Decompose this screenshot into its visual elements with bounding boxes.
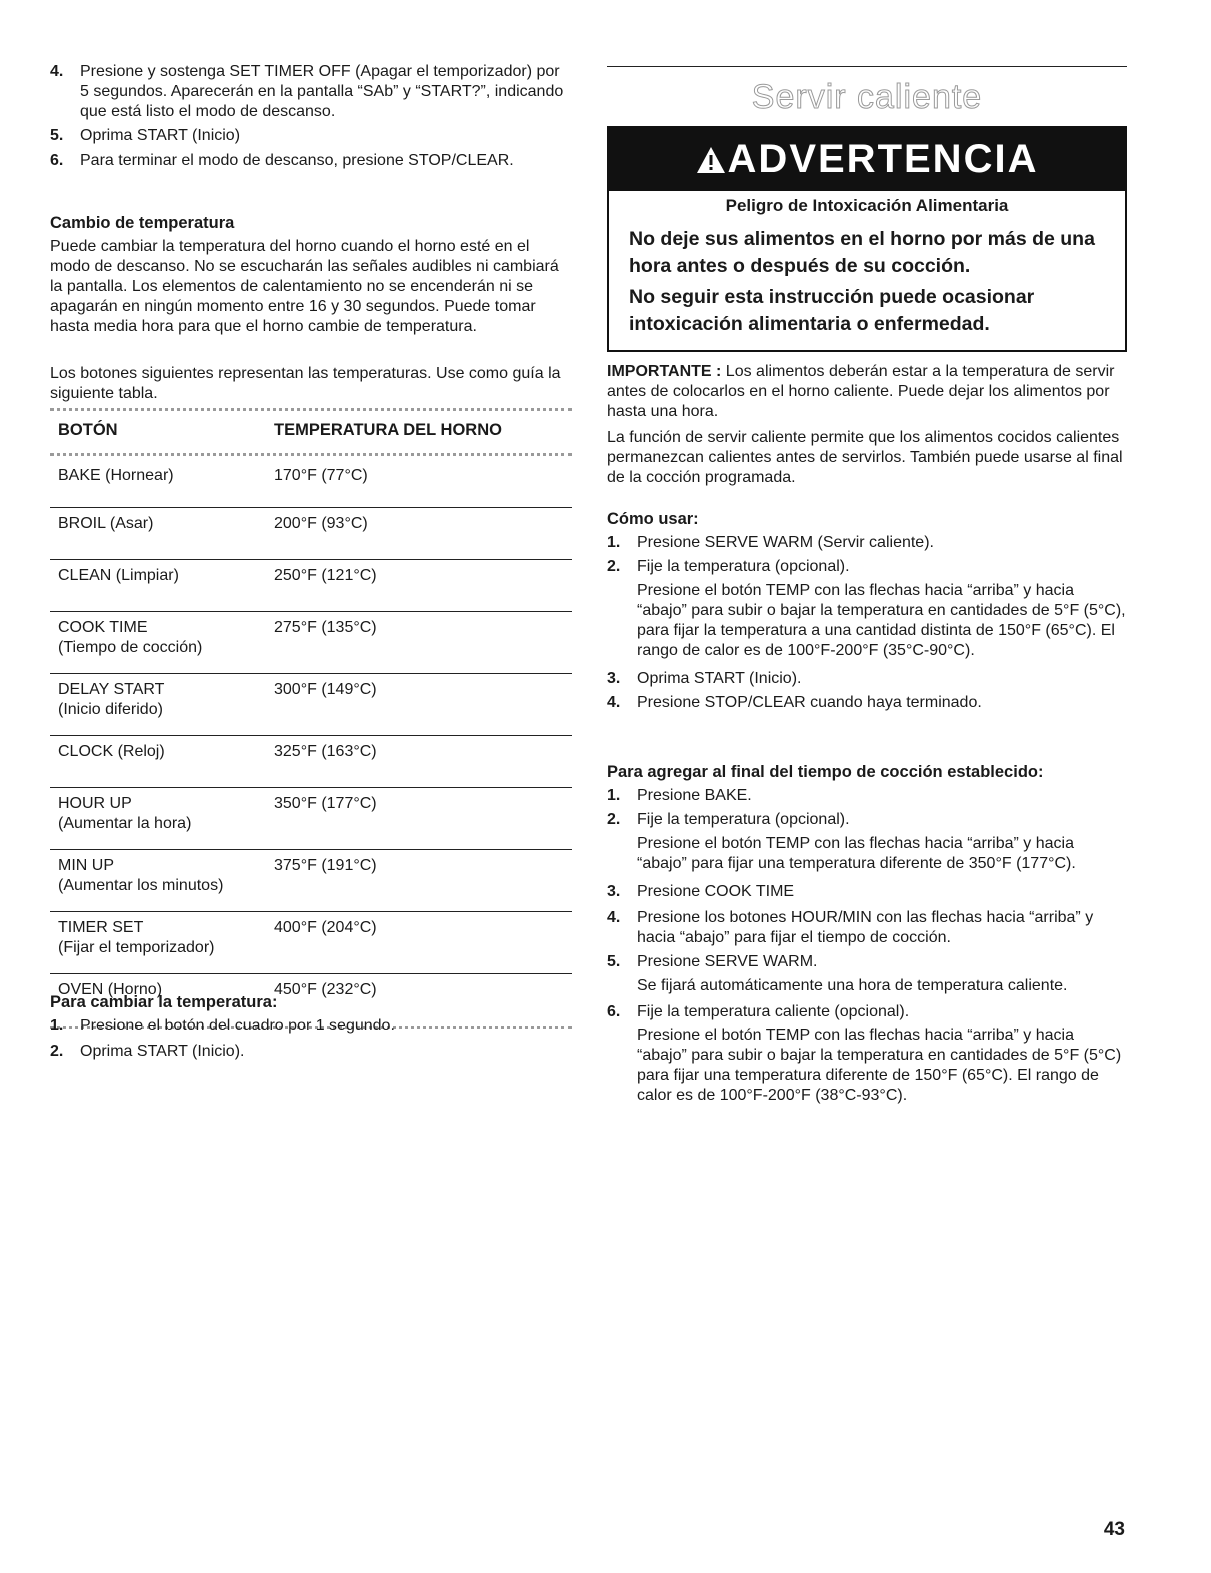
button-name: DELAY START — [58, 681, 165, 698]
button-name: BAKE (Hornear) — [58, 467, 174, 484]
table-row — [50, 508, 572, 560]
table-row — [50, 456, 572, 508]
warning-subtitle: Peligro de Intoxicación Alimentaria — [725, 196, 1009, 215]
temp-change-paragraph: Puede cambiar la temperatura del horno cuando el horno esté en el modo de descanso. No se escucharán las señales audibles ni cambiará la pantalla. Los elementos de calentamiento no se encenderán ni se apagarán en ningún momento entre 16 y 30 segundos. Puede tomar hasta media hora para que el horno cambie de temperatura. — [50, 238, 559, 335]
list-item: 1. Presione el botón del cuadro por 1 segundo. — [50, 1017, 395, 1034]
button-cell — [58, 794, 274, 849]
how-steps — [607, 533, 1127, 713]
button-translation: (Tiempo de cocción) — [58, 639, 203, 656]
top-rule — [607, 66, 1127, 67]
table-header — [50, 411, 572, 441]
list-item: 5. Presione SERVE WARM. — [607, 953, 818, 970]
table-row — [50, 560, 572, 612]
page-number: 43 — [1103, 1519, 1125, 1540]
step-detail: Presione el botón TEMP con las flechas hacia “arriba” y hacia “abajo” para subir o bajar la temperatura en cantidades de 5°F (5°C) para fijar una temperatura diferente de 150°F (65°C). El rango de calor es de 100°F-200°F (38°C-93°C). — [637, 1027, 1122, 1104]
list-item: 4. Presione STOP/CLEAR cuando haya terminado. — [607, 694, 982, 711]
list-item: 4. Presione y sostenga SET TIMER OFF (Apagar el temporizador) por 5 segundos. Aparecerán en la pantalla “SAb” y “START?”, indicando que está listo el modo de descanso. — [50, 63, 564, 120]
warning-text: No seguir esta instrucción puede ocasionar intoxicación alimentaria o enfermedad. — [629, 286, 1035, 335]
add-heading: Para agregar al final del tiempo de cocción establecido: — [607, 763, 1044, 781]
button-name: CLEAN (Limpiar) — [58, 567, 179, 584]
table-row — [50, 850, 572, 912]
warning-box — [607, 126, 1127, 352]
warning-title: ADVERTENCIA — [727, 137, 1039, 181]
temperature-cell: 325°F (163°C) — [274, 743, 377, 760]
button-translation: (Inicio diferido) — [58, 701, 163, 718]
change-steps — [50, 1016, 565, 1062]
temperature-cell: 350°F (177°C) — [274, 795, 377, 812]
temperature-cell: 300°F (149°C) — [274, 681, 377, 698]
section-title: Servir caliente — [751, 78, 983, 116]
temp-change-heading: Cambio de temperatura — [50, 214, 235, 232]
button-name: MIN UP — [58, 857, 114, 874]
button-cell — [58, 466, 274, 507]
how-heading: Cómo usar: — [607, 510, 699, 528]
warning-banner — [609, 128, 1125, 191]
list-item: 2. Fije la temperatura (opcional). — [607, 811, 850, 828]
button-translation: (Fijar el temporizador) — [58, 939, 215, 956]
list-item: 1. Presione SERVE WARM (Servir caliente). — [607, 534, 934, 551]
button-name: OVEN (Horno) — [58, 981, 163, 998]
add-steps — [607, 786, 1127, 1106]
steps-top — [50, 62, 565, 171]
column-header: TEMPERATURA DEL HORNO — [274, 421, 502, 439]
temperature-cell: 375°F (191°C) — [274, 857, 377, 874]
function-paragraph: La función de servir caliente permite que los alimentos cocidos calientes permanezcan calientes antes de servirlos. También puede usarse al final de la cocción programada. — [607, 429, 1123, 486]
temperature-cell: 170°F (77°C) — [274, 467, 368, 484]
button-cell — [58, 742, 274, 787]
list-item: 2. Fije la temperatura (opcional). — [607, 558, 850, 575]
button-name: CLOCK (Reloj) — [58, 743, 165, 760]
button-cell — [58, 856, 274, 911]
list-item: 2. Oprima START (Inicio). — [50, 1043, 245, 1060]
button-cell — [58, 618, 274, 673]
button-translation: (Aumentar la hora) — [58, 815, 192, 832]
table-row — [50, 736, 572, 788]
button-cell — [58, 918, 274, 973]
list-item: 1. Presione BAKE. — [607, 787, 752, 804]
button-name: BROIL (Asar) — [58, 515, 154, 532]
temperature-cell: 275°F (135°C) — [274, 619, 377, 636]
temperature-cell: 200°F (93°C) — [274, 515, 368, 532]
change-heading: Para cambiar la temperatura: — [50, 993, 278, 1011]
list-item: 5. Oprima START (Inicio) — [50, 127, 241, 144]
list-item: 6. Para terminar el modo de descanso, presione STOP/CLEAR. — [50, 152, 514, 169]
table-row — [50, 674, 572, 736]
important-paragraph: IMPORTANTE : Los alimentos deberán estar a la temperatura de servir antes de colocarlos en el horno caliente. Puede dejar los alimentos por hasta una hora. — [607, 363, 1115, 420]
button-cell — [58, 514, 274, 559]
button-cell — [58, 566, 274, 611]
list-item: 4. Presione los botones HOUR/MIN con las flechas hacia “arriba” y hacia “abajo” para fijar el tiempo de cocción. — [607, 909, 1094, 946]
button-name: HOUR UP — [58, 795, 132, 812]
step-detail: Presione el botón TEMP con las flechas hacia “arriba” y hacia “abajo” para fijar una temperatura diferente de 350°F (177°C). — [637, 835, 1076, 872]
step-detail: Se fijará automáticamente una hora de temperatura caliente. — [637, 977, 1068, 994]
button-name: COOK TIME — [58, 619, 148, 636]
list-item: 3. Oprima START (Inicio). — [607, 670, 802, 687]
step-detail: Presione el botón TEMP con las flechas hacia “arriba” y hacia “abajo” para subir o bajar la temperatura en cantidades de 5°F (5°C), para fijar la temperatura a una cantidad distinta de 150°F (65°C). El rango de calor es de 100°F-200°F (35°C-90°C). — [637, 582, 1126, 659]
warning-text: No deje sus alimentos en el horno por más de una hora antes o después de su cocción. — [629, 228, 1095, 277]
button-cell — [58, 680, 274, 735]
warning-triangle-icon — [696, 130, 726, 193]
table-row — [50, 788, 572, 850]
buttons-paragraph: Los botones siguientes representan las temperaturas. Use como guía la siguiente tabla. — [50, 365, 561, 402]
temperature-cell: 450°F (232°C) — [274, 981, 377, 998]
table-row — [50, 912, 572, 974]
temperature-cell: 400°F (204°C) — [274, 919, 377, 936]
temperature-cell: 250°F (121°C) — [274, 567, 377, 584]
button-translation: (Aumentar los minutos) — [58, 877, 224, 894]
list-item: 3. Presione COOK TIME — [607, 883, 795, 900]
temperature-table — [50, 408, 572, 1029]
column-header: BOTÓN — [58, 421, 118, 439]
list-item: 6. Fije la temperatura caliente (opcional). — [607, 1003, 910, 1020]
table-row — [50, 612, 572, 674]
button-name: TIMER SET — [58, 919, 144, 936]
